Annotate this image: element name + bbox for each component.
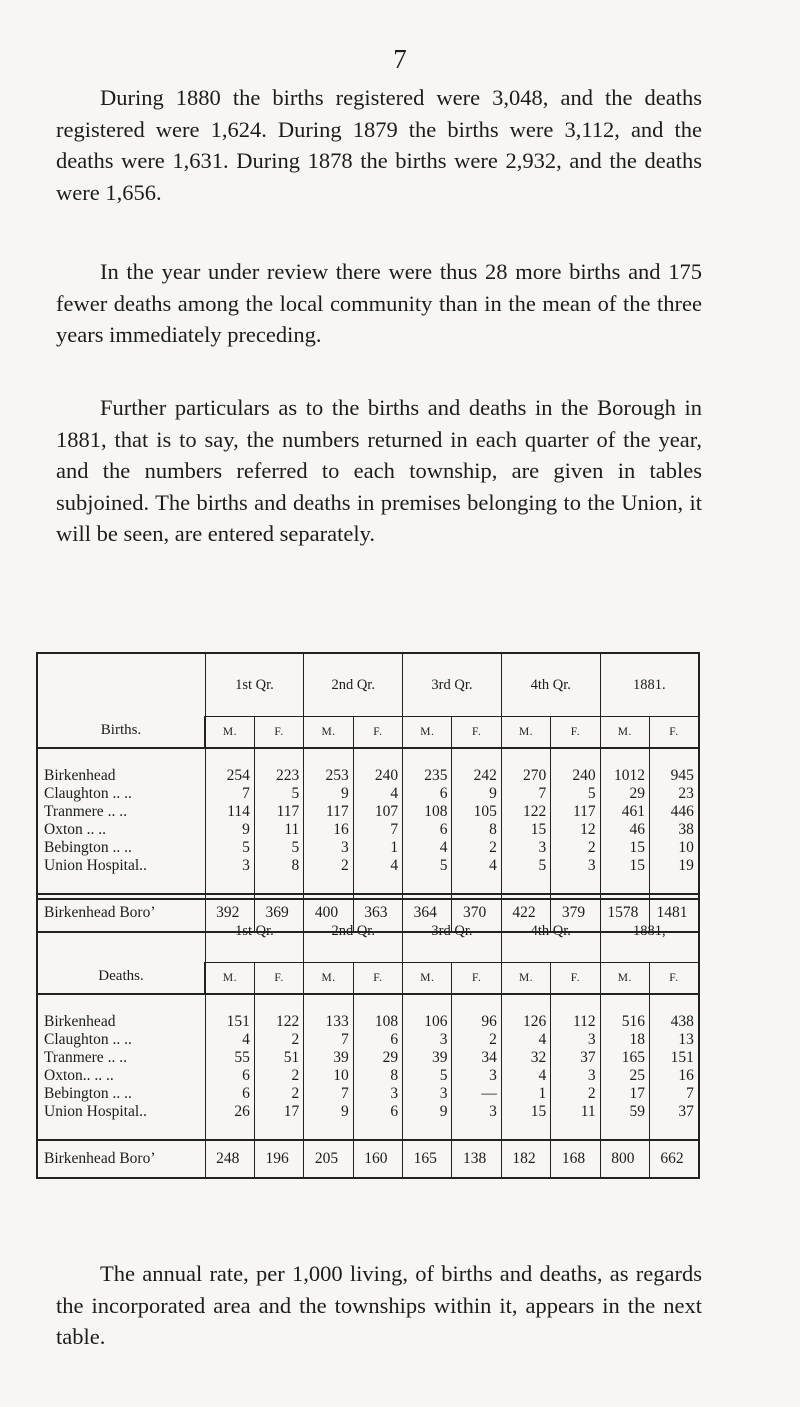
table-cell: 6 bbox=[205, 1067, 254, 1085]
table-cell: 205 bbox=[304, 1140, 353, 1178]
table-cell: 6 bbox=[403, 821, 452, 839]
table-cell: 39 bbox=[304, 1049, 353, 1067]
table-cell: 122 bbox=[501, 803, 550, 821]
table-cell: 240 bbox=[353, 767, 402, 785]
row-label: Birkenhead Boro’ bbox=[37, 1140, 205, 1178]
table-cell: 59 bbox=[600, 1103, 649, 1121]
spacer-cell bbox=[37, 1121, 205, 1140]
spacer-cell bbox=[304, 748, 353, 767]
table-cell: 4 bbox=[205, 1031, 254, 1049]
table-cell: 4 bbox=[452, 857, 501, 875]
spacer-cell bbox=[501, 875, 550, 894]
sub-header-female: F. bbox=[650, 963, 699, 995]
table-cell: 3 bbox=[205, 857, 254, 875]
table-cell: 4 bbox=[353, 785, 402, 803]
page-number: 7 bbox=[393, 44, 407, 74]
table-cell: 2 bbox=[452, 1031, 501, 1049]
spacer-row bbox=[37, 748, 699, 767]
table-cell: 223 bbox=[254, 767, 303, 785]
table-cell: 3 bbox=[551, 1067, 600, 1085]
table-cell: 4 bbox=[403, 839, 452, 857]
sub-header-male: M. bbox=[600, 963, 649, 995]
table-cell: 6 bbox=[353, 1103, 402, 1121]
row-label: Birkenhead Boro’ bbox=[37, 894, 205, 932]
table-cell: 4 bbox=[353, 857, 402, 875]
table-cell: 5 bbox=[403, 1067, 452, 1085]
table-cell: 5 bbox=[254, 785, 303, 803]
row-label: Claughton .. .. bbox=[37, 1031, 205, 1049]
sub-header-female: F. bbox=[452, 963, 501, 995]
table-cell: 13 bbox=[650, 1031, 699, 1049]
table-cell: 4 bbox=[501, 1031, 550, 1049]
table-cell: 6 bbox=[205, 1085, 254, 1103]
spacer-cell bbox=[551, 1121, 600, 1140]
table-row bbox=[37, 767, 699, 785]
table-cell: 242 bbox=[452, 767, 501, 785]
sub-header-female: F. bbox=[650, 717, 699, 749]
table-cell: 11 bbox=[551, 1103, 600, 1121]
table-cell: 945 bbox=[650, 767, 699, 785]
table-cell: 15 bbox=[501, 821, 550, 839]
spacer-cell bbox=[600, 748, 649, 767]
table-cell: 1 bbox=[501, 1085, 550, 1103]
row-label: Oxton .. .. bbox=[37, 821, 205, 839]
table-cell: 270 bbox=[501, 767, 550, 785]
sub-header-female: F. bbox=[353, 717, 402, 749]
table-cell: 1578 bbox=[600, 894, 649, 932]
table-cell: 23 bbox=[650, 785, 699, 803]
table-cell: 151 bbox=[650, 1049, 699, 1067]
spacer-cell bbox=[452, 994, 501, 1013]
sub-header-male: M. bbox=[205, 963, 254, 995]
table-cell: 516 bbox=[600, 1013, 649, 1031]
sub-header-female: F. bbox=[452, 717, 501, 749]
sub-header-female: F. bbox=[254, 717, 303, 749]
spacer-cell bbox=[403, 1121, 452, 1140]
table-cell: 4 bbox=[501, 1067, 550, 1085]
spacer-cell bbox=[353, 875, 402, 894]
table-cell: 7 bbox=[304, 1031, 353, 1049]
spacer-cell bbox=[501, 994, 550, 1013]
table-cell: 240 bbox=[551, 767, 600, 785]
paragraph-annual-rate: The annual rate, per 1,000 living, of births and deaths, as regards the incorporated area and the townships within it, appears in the next table. bbox=[56, 1261, 702, 1349]
paragraph-births-deaths-previous-years: During 1880 the births registered were 3,048, and the deaths registered were 1,624. During 1879 the births were 3,112, and the deaths were 1,631. During 1878 the births were 2,932, and the deaths were 1,656. bbox=[56, 85, 702, 205]
spacer-cell bbox=[205, 1121, 254, 1140]
table-cell: 122 bbox=[254, 1013, 303, 1031]
table-cell: 15 bbox=[501, 1103, 550, 1121]
spacer-cell bbox=[353, 994, 402, 1013]
sub-header-male: M. bbox=[501, 717, 550, 749]
table-cell: 17 bbox=[600, 1085, 649, 1103]
deaths-table bbox=[36, 898, 700, 1179]
table-cell: 108 bbox=[353, 1013, 402, 1031]
table-cell: 165 bbox=[403, 1140, 452, 1178]
table-cell: 16 bbox=[650, 1067, 699, 1085]
spacer-cell bbox=[650, 994, 699, 1013]
table-cell: 3 bbox=[353, 1085, 402, 1103]
spacer-cell bbox=[353, 1121, 402, 1140]
table-cell: 32 bbox=[501, 1049, 550, 1067]
table-cell: 5 bbox=[501, 857, 550, 875]
table-row bbox=[37, 1049, 699, 1067]
spacer-row bbox=[37, 994, 699, 1013]
table-cell: 25 bbox=[600, 1067, 649, 1085]
table-cell: 2 bbox=[254, 1085, 303, 1103]
table-cell: 51 bbox=[254, 1049, 303, 1067]
table-cell: 3 bbox=[551, 1031, 600, 1049]
spacer-cell bbox=[551, 875, 600, 894]
table-cell: 16 bbox=[304, 821, 353, 839]
table-cell: 11 bbox=[254, 821, 303, 839]
sub-header-male: M. bbox=[205, 717, 254, 749]
table-cell: 138 bbox=[452, 1140, 501, 1178]
spacer-cell bbox=[205, 748, 254, 767]
table-cell: 461 bbox=[600, 803, 649, 821]
table-cell: 3 bbox=[304, 839, 353, 857]
table-row bbox=[37, 803, 699, 821]
table-cell: 5 bbox=[205, 839, 254, 857]
spacer-cell bbox=[353, 748, 402, 767]
spacer-cell bbox=[501, 748, 550, 767]
spacer-cell bbox=[452, 875, 501, 894]
sub-header-female: F. bbox=[551, 717, 600, 749]
table-cell: 39 bbox=[403, 1049, 452, 1067]
paragraph-further-particulars: Further particulars as to the births and deaths in the Borough in 1881, that is to say, the numbers returned in each quarter of the year, and the numbers referred to each township, are given in tables subjoined. The births and deaths in premises belonging to the Union, it will be seen, are entered separately. bbox=[56, 395, 702, 546]
table-label: Births. bbox=[37, 653, 205, 748]
column-header: 2nd Qr. bbox=[304, 899, 403, 963]
table-cell: 8 bbox=[452, 821, 501, 839]
table-cell: 19 bbox=[650, 857, 699, 875]
row-label: Oxton.. .. .. bbox=[37, 1067, 205, 1085]
table-cell: 800 bbox=[600, 1140, 649, 1178]
spacer-cell bbox=[37, 748, 205, 767]
total-row bbox=[37, 1140, 699, 1178]
table-cell: 126 bbox=[501, 1013, 550, 1031]
row-label: Union Hospital.. bbox=[37, 1103, 205, 1121]
table-cell: 254 bbox=[205, 767, 254, 785]
row-label: Tranmere .. .. bbox=[37, 803, 205, 821]
table-cell: 2 bbox=[452, 839, 501, 857]
table-cell: 112 bbox=[551, 1013, 600, 1031]
table-cell: 105 bbox=[452, 803, 501, 821]
table-cell: 9 bbox=[452, 785, 501, 803]
spacer-cell bbox=[551, 994, 600, 1013]
table-cell: 29 bbox=[600, 785, 649, 803]
table-cell: 7 bbox=[650, 1085, 699, 1103]
table-cell: 117 bbox=[551, 803, 600, 821]
spacer-cell bbox=[254, 875, 303, 894]
sub-header-male: M. bbox=[304, 963, 353, 995]
table-cell: 18 bbox=[600, 1031, 649, 1049]
table-cell: 55 bbox=[205, 1049, 254, 1067]
column-header: 4th Qr. bbox=[501, 899, 600, 963]
table-cell: 7 bbox=[205, 785, 254, 803]
table-cell: 3 bbox=[452, 1067, 501, 1085]
column-header: 2nd Qr. bbox=[304, 653, 403, 717]
row-label: Tranmere .. .. bbox=[37, 1049, 205, 1067]
row-label: Birkenhead bbox=[37, 767, 205, 785]
table-row bbox=[37, 1085, 699, 1103]
table-cell: 2 bbox=[254, 1067, 303, 1085]
table-cell: 1481 bbox=[650, 894, 699, 932]
table-cell: 10 bbox=[650, 839, 699, 857]
column-header: 1st Qr. bbox=[205, 899, 304, 963]
table-cell: 3 bbox=[403, 1031, 452, 1049]
table-cell: 8 bbox=[254, 857, 303, 875]
spacer-row bbox=[37, 1121, 699, 1140]
spacer-cell bbox=[551, 748, 600, 767]
spacer-cell bbox=[403, 748, 452, 767]
table-cell: 196 bbox=[254, 1140, 303, 1178]
table-cell: 9 bbox=[304, 785, 353, 803]
table-cell: 37 bbox=[650, 1103, 699, 1121]
row-label: Union Hospital.. bbox=[37, 857, 205, 875]
table-cell: 165 bbox=[600, 1049, 649, 1067]
table-cell: 15 bbox=[600, 839, 649, 857]
table-cell: 26 bbox=[205, 1103, 254, 1121]
sub-header-male: M. bbox=[304, 717, 353, 749]
table-cell: 235 bbox=[403, 767, 452, 785]
column-header: 3rd Qr. bbox=[403, 899, 502, 963]
table-cell: 1 bbox=[353, 839, 402, 857]
spacer-cell bbox=[254, 994, 303, 1013]
spacer-cell bbox=[403, 994, 452, 1013]
table-cell: 1012 bbox=[600, 767, 649, 785]
table-cell: 364 bbox=[403, 894, 452, 932]
spacer-cell bbox=[254, 748, 303, 767]
column-header: 3rd Qr. bbox=[403, 653, 502, 717]
sub-header-female: F. bbox=[353, 963, 402, 995]
table-cell: 369 bbox=[254, 894, 303, 932]
table-cell: 114 bbox=[205, 803, 254, 821]
column-header: 4th Qr. bbox=[501, 653, 600, 717]
spacer-cell bbox=[304, 994, 353, 1013]
spacer-cell bbox=[205, 994, 254, 1013]
sub-header-female: F. bbox=[551, 963, 600, 995]
table-cell: 10 bbox=[304, 1067, 353, 1085]
table-cell: 117 bbox=[254, 803, 303, 821]
table-cell: 379 bbox=[551, 894, 600, 932]
spacer-cell bbox=[650, 748, 699, 767]
table-cell: 422 bbox=[501, 894, 550, 932]
sub-header-male: M. bbox=[403, 717, 452, 749]
spacer-cell bbox=[650, 875, 699, 894]
table-cell: 5 bbox=[254, 839, 303, 857]
sub-header-male: M. bbox=[403, 963, 452, 995]
row-label: Bebington .. .. bbox=[37, 1085, 205, 1103]
sub-header-male: M. bbox=[600, 717, 649, 749]
table-cell: 248 bbox=[205, 1140, 254, 1178]
column-header: 1881. bbox=[600, 653, 699, 717]
table-cell: 168 bbox=[551, 1140, 600, 1178]
spacer-cell bbox=[403, 875, 452, 894]
spacer-cell bbox=[452, 748, 501, 767]
table-row bbox=[37, 857, 699, 875]
table-cell: 117 bbox=[304, 803, 353, 821]
births-table bbox=[36, 652, 700, 933]
table-cell: 17 bbox=[254, 1103, 303, 1121]
column-header: 1st Qr. bbox=[205, 653, 304, 717]
table-cell: 5 bbox=[551, 785, 600, 803]
table-cell: 400 bbox=[304, 894, 353, 932]
table-row bbox=[37, 1031, 699, 1049]
table-cell: 2 bbox=[551, 839, 600, 857]
table-cell: 2 bbox=[551, 1085, 600, 1103]
table-cell: 3 bbox=[452, 1103, 501, 1121]
spacer-cell bbox=[304, 875, 353, 894]
spacer-cell bbox=[600, 1121, 649, 1140]
sub-header-male: M. bbox=[501, 963, 550, 995]
spacer-cell bbox=[37, 875, 205, 894]
table-cell: 9 bbox=[403, 1103, 452, 1121]
spacer-cell bbox=[501, 1121, 550, 1140]
column-header: 1881, bbox=[600, 899, 699, 963]
table-cell: 12 bbox=[551, 821, 600, 839]
table-cell: 9 bbox=[205, 821, 254, 839]
table-cell: 7 bbox=[501, 785, 550, 803]
spacer-cell bbox=[304, 1121, 353, 1140]
table-row bbox=[37, 839, 699, 857]
table-row bbox=[37, 785, 699, 803]
table-cell: 7 bbox=[304, 1085, 353, 1103]
table-cell: 3 bbox=[501, 839, 550, 857]
table-cell: 182 bbox=[501, 1140, 550, 1178]
table-row bbox=[37, 1103, 699, 1121]
table-row bbox=[37, 821, 699, 839]
table-cell: 34 bbox=[452, 1049, 501, 1067]
table-cell: 6 bbox=[403, 785, 452, 803]
spacer-cell bbox=[37, 994, 205, 1013]
table-cell: 5 bbox=[403, 857, 452, 875]
table-cell: 46 bbox=[600, 821, 649, 839]
row-label: Birkenhead bbox=[37, 1013, 205, 1031]
row-label: Bebington .. .. bbox=[37, 839, 205, 857]
table-cell: 370 bbox=[452, 894, 501, 932]
table-cell: 107 bbox=[353, 803, 402, 821]
table-cell: — bbox=[452, 1085, 501, 1103]
table-cell: 96 bbox=[452, 1013, 501, 1031]
spacer-cell bbox=[254, 1121, 303, 1140]
table-cell: 363 bbox=[353, 894, 402, 932]
spacer-row bbox=[37, 875, 699, 894]
paragraph-year-comparison: In the year under review there were thus 28 more births and 175 fewer deaths among the local community than in the mean of the three years immediately preceding. bbox=[56, 259, 702, 347]
table-cell: 3 bbox=[403, 1085, 452, 1103]
table-cell: 2 bbox=[254, 1031, 303, 1049]
table-cell: 160 bbox=[353, 1140, 402, 1178]
table-cell: 662 bbox=[650, 1140, 699, 1178]
table-body bbox=[37, 994, 699, 1178]
row-label: Claughton .. .. bbox=[37, 785, 205, 803]
table-cell: 9 bbox=[304, 1103, 353, 1121]
sub-header-female: F. bbox=[254, 963, 303, 995]
table-cell: 392 bbox=[205, 894, 254, 932]
table-cell: 151 bbox=[205, 1013, 254, 1031]
spacer-cell bbox=[600, 875, 649, 894]
table-row bbox=[37, 1067, 699, 1085]
table-cell: 253 bbox=[304, 767, 353, 785]
spacer-cell bbox=[600, 994, 649, 1013]
table-cell: 133 bbox=[304, 1013, 353, 1031]
table-cell: 3 bbox=[551, 857, 600, 875]
spacer-cell bbox=[650, 1121, 699, 1140]
table-cell: 6 bbox=[353, 1031, 402, 1049]
table-cell: 108 bbox=[403, 803, 452, 821]
table-cell: 106 bbox=[403, 1013, 452, 1031]
table-cell: 15 bbox=[600, 857, 649, 875]
table-cell: 29 bbox=[353, 1049, 402, 1067]
table-cell: 37 bbox=[551, 1049, 600, 1067]
table-cell: 38 bbox=[650, 821, 699, 839]
spacer-cell bbox=[205, 875, 254, 894]
spacer-cell bbox=[452, 1121, 501, 1140]
table-cell: 2 bbox=[304, 857, 353, 875]
table-cell: 438 bbox=[650, 1013, 699, 1031]
table-cell: 7 bbox=[353, 821, 402, 839]
table-label: Deaths. bbox=[37, 899, 205, 994]
table-cell: 446 bbox=[650, 803, 699, 821]
table-cell: 8 bbox=[353, 1067, 402, 1085]
table-row bbox=[37, 1013, 699, 1031]
